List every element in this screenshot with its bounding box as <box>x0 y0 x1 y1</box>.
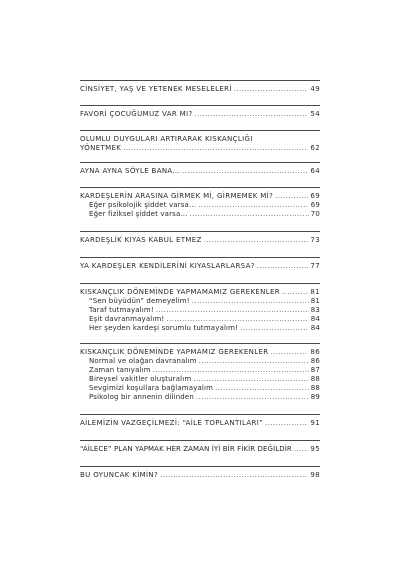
toc-page-number: 77 <box>310 262 320 270</box>
dot-leader <box>156 306 309 315</box>
toc-entry-title: Psikolog bir annenin dilinden <box>89 393 194 401</box>
toc-entry[interactable] <box>80 236 320 245</box>
dot-leader <box>195 110 309 119</box>
toc-subentry[interactable] <box>80 306 320 315</box>
toc-entry-title: Her şeyden kardeşi sorumlu tutmayalım! <box>89 324 239 332</box>
toc-entry[interactable] <box>80 471 320 480</box>
toc-subentry[interactable] <box>80 297 320 306</box>
toc-page-number: 62 <box>310 144 320 152</box>
toc-section <box>80 283 320 333</box>
toc-entry-title: KARDEŞLERİN ARASINA GİRMEK Mİ, GİRMEMEK Mİ? <box>80 192 274 200</box>
toc-page-number: 84 <box>310 315 320 323</box>
toc-page-number: 64 <box>310 167 320 175</box>
dot-leader <box>190 210 309 219</box>
dot-leader <box>182 167 308 176</box>
toc-subentry[interactable] <box>80 324 320 333</box>
dot-leader <box>294 445 309 454</box>
toc-entry-title: KISKANÇLIK DÖNEMİNDE YAPMAMAMIZ GEREKENLER <box>80 288 280 296</box>
toc-page-number: 83 <box>310 306 320 314</box>
dot-leader <box>215 384 309 393</box>
dot-leader <box>199 357 309 366</box>
toc-section <box>80 414 320 428</box>
dot-leader <box>240 324 309 333</box>
dot-leader <box>204 236 309 245</box>
toc-page-number: 84 <box>310 324 320 332</box>
toc-entry[interactable] <box>80 144 320 153</box>
toc-page-number: 54 <box>310 110 320 118</box>
toc-page-number: 69 <box>310 192 320 200</box>
toc-entry[interactable] <box>80 110 320 119</box>
toc-entry-title: KISKANÇLIK DÖNEMİNDE YAPMAMIZ GEREKENLER <box>80 348 269 356</box>
toc-page-number: 88 <box>310 384 320 392</box>
toc-page-number: 86 <box>310 348 320 356</box>
toc-entry-title: Sevgimizi koşullara bağlamayalım <box>89 384 214 392</box>
toc-subentry[interactable] <box>80 375 320 384</box>
toc-section <box>80 105 320 119</box>
toc-page-number: 89 <box>310 393 320 401</box>
dot-leader <box>282 288 308 297</box>
toc-entry-title: Eğer psikolojik şiddet varsa... <box>89 201 197 209</box>
toc-page-number: 88 <box>310 375 320 383</box>
toc-entry-title: Zaman tanıyalım <box>89 366 151 374</box>
toc-entry-title: AİLEMİZİN VAZGEÇİLMEZİ: “AİLE TOPLANTILARI” <box>80 419 264 427</box>
toc-entry[interactable] <box>80 445 320 454</box>
toc-subentry[interactable] <box>80 210 320 219</box>
dot-leader <box>265 419 308 428</box>
toc-section <box>80 187 320 219</box>
toc-subentry[interactable] <box>80 201 320 210</box>
toc-page-number: 69 <box>310 201 320 209</box>
toc-entry-title: YÖNETMEK <box>80 144 122 152</box>
toc-entry-title: Normal ve olağan davranalım <box>89 357 197 365</box>
dot-leader <box>153 366 309 375</box>
toc-page-number: 91 <box>310 419 320 427</box>
dot-leader <box>275 192 308 201</box>
toc-section <box>80 466 320 480</box>
dot-leader <box>192 297 309 306</box>
toc-entry[interactable] <box>80 192 320 201</box>
toc-page-number: 98 <box>310 471 320 479</box>
toc-entry-title: FAVORİ ÇOCUĞUMUZ VAR MI? <box>80 110 193 118</box>
dot-leader <box>196 393 309 402</box>
toc-subentry[interactable] <box>80 315 320 324</box>
toc-entry-title: BU OYUNCAK KİMİN? <box>80 471 159 479</box>
toc-section <box>80 130 320 153</box>
toc-page-number: 73 <box>310 236 320 244</box>
toc-section <box>80 231 320 245</box>
toc-page-number: 87 <box>310 366 320 374</box>
toc-page-number: 81 <box>310 297 320 305</box>
toc-section <box>80 440 320 454</box>
toc-entry[interactable] <box>80 288 320 297</box>
toc-entry-title: CİNSİYET, YAŞ VE YETENEK MESELELERİ <box>80 85 232 93</box>
table-of-contents <box>80 80 320 480</box>
toc-entry[interactable] <box>80 262 320 271</box>
toc-subentry[interactable] <box>80 366 320 375</box>
toc-section <box>80 162 320 176</box>
dot-leader <box>257 262 309 271</box>
toc-entry-title: “Sen büyüdün” demeyelim! <box>89 297 190 305</box>
toc-section <box>80 80 320 94</box>
toc-page-number: 95 <box>310 445 320 453</box>
toc-entry-title-line: OLUMLU DUYGULARI ARTIRARAK KISKANÇLIĞI <box>80 135 253 143</box>
toc-entry[interactable] <box>80 167 320 176</box>
dot-leader <box>160 471 308 480</box>
toc-entry-title: AYNA AYNA SÖYLE BANA... <box>80 167 181 175</box>
toc-entry-title: YA KARDEŞLER KENDİLERİNİ KIYASLARLARSA? <box>80 262 255 270</box>
toc-entry-title: “AİLECE” PLAN YAPMAK HER ZAMAN İYİ BİR FİKİR DEĞİLDİR <box>80 445 292 453</box>
toc-section <box>80 343 320 402</box>
dot-leader <box>166 315 308 324</box>
toc-page-number: 70 <box>310 210 320 218</box>
toc-entry-title: KARDEŞLİK KIYAS KABUL ETMEZ <box>80 236 202 244</box>
toc-section <box>80 257 320 271</box>
toc-entry[interactable] <box>80 419 320 428</box>
toc-page-number: 86 <box>310 357 320 365</box>
toc-subentry[interactable] <box>80 384 320 393</box>
toc-entry-title: Taraf tutmayalım! <box>89 306 154 314</box>
dot-leader <box>123 144 308 153</box>
dot-leader <box>193 375 308 384</box>
toc-entry-title: Bireysel vakitler oluşturalım <box>89 375 192 383</box>
toc-subentry[interactable] <box>80 357 320 366</box>
toc-entry-title: Eğer fiziksel şiddet varsa... <box>89 210 188 218</box>
toc-subentry[interactable] <box>80 393 320 402</box>
dot-leader <box>198 201 309 210</box>
dot-leader <box>270 348 308 357</box>
toc-entry-title: Eşit davranmayalım! <box>89 315 165 323</box>
toc-page-number: 49 <box>310 85 320 93</box>
dot-leader <box>234 85 309 94</box>
toc-entry[interactable] <box>80 85 320 94</box>
toc-page-number: 81 <box>310 288 320 296</box>
toc-entry[interactable] <box>80 348 320 357</box>
